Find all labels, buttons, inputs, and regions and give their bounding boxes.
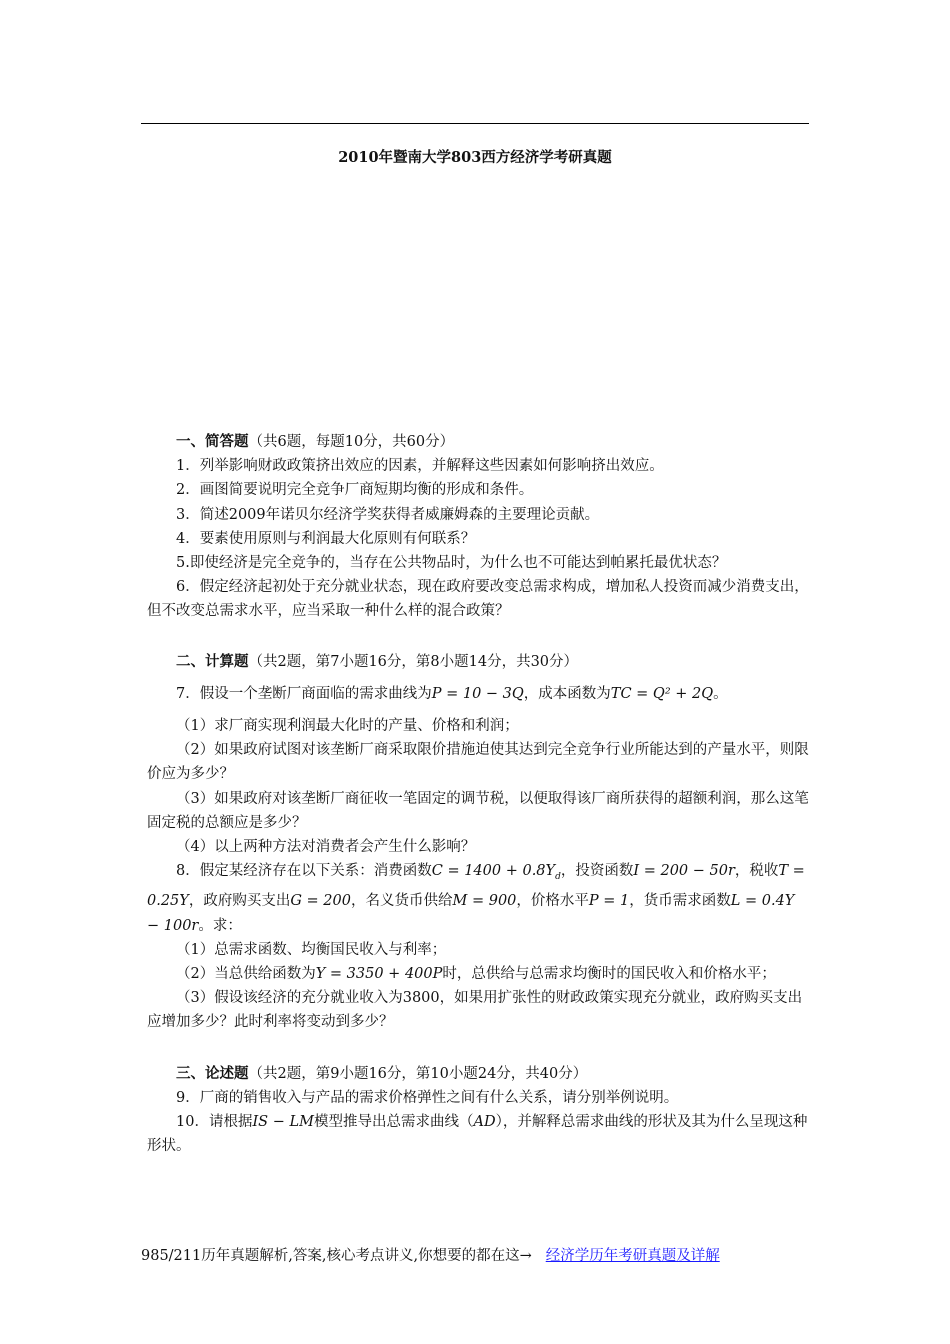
q8-money-eq: M = 900 xyxy=(452,893,517,910)
q8-money-demand-eq: L = 0.4Y − 100r xyxy=(147,893,795,934)
q8-part-2-b: 时，总供给与总需求均衡时的国民收入和价格水平； xyxy=(442,965,776,982)
q10-a: 10．请根据 xyxy=(176,1113,253,1130)
q8-consumption-eq: C = 1400 + 0.8Y xyxy=(431,863,556,880)
q10-islm: IS − LM xyxy=(252,1113,314,1130)
question-4: 4．要素使用原则与利润最大化原则有何联系？ xyxy=(176,530,476,547)
q8-part-3: （3）假设该经济的充分就业收入为3800，如果用扩张性的财政政策实现充分就业，政府购买支出应增加多少？此时利率将变动到多少？ xyxy=(147,990,803,1031)
q8-part-1: （1）总需求函数、均衡国民收入与利率； xyxy=(176,941,447,958)
section-3-heading: 三、论述题 xyxy=(176,1064,249,1082)
q7-cost-eq: TC = Q² + 2Q xyxy=(610,685,714,702)
section-2-note: （共2题，第7小题16分，第8小题14分，共30分） xyxy=(248,653,579,670)
q7-part-1: （1）求厂商实现利润最大化时的产量、价格和利润； xyxy=(176,718,519,735)
question-5: 5.即使经济是完全竞争的，当存在公共物品时，为什么也不可能达到帕累托最优状态？ xyxy=(176,555,727,572)
q7-intro: 7．假设一个垄断厂商面临的需求曲线为 xyxy=(176,685,432,702)
q7-end: 。 xyxy=(713,685,728,702)
q8-gov-eq: G = 200 xyxy=(290,893,351,910)
q10-b: 模型推导出总需求曲线（ xyxy=(313,1113,474,1130)
q8-tax-label: ，税收 xyxy=(734,863,779,880)
section-3-note: （共2题，第9小题16分，第10小题24分，共40分） xyxy=(248,1065,588,1082)
section-2-title xyxy=(147,650,809,674)
q8-part-2 xyxy=(147,962,809,986)
section-1 xyxy=(147,430,809,1158)
q10-ad: AD xyxy=(473,1113,496,1130)
q8-end: 。求： xyxy=(198,917,242,934)
question-7 xyxy=(147,682,809,706)
footer-text: 985/211历年真题解析,答案,核心考点讲义,你想要的都在这→ xyxy=(141,1248,532,1264)
q8-investment-eq: I = 200 − 50r xyxy=(633,863,735,880)
q7-part-3: （3）如果政府对该垄断厂商征收一笔固定的调节税，以便取得该厂商所获得的超额利润，那么这笔固定税的总额应是多少？ xyxy=(147,790,809,831)
section-1-heading: 一、简答题 xyxy=(176,433,249,450)
q8-gov-label: ，政府购买支出 xyxy=(188,893,291,910)
footer-link[interactable]: 经济学历年考研真题及详解 xyxy=(545,1248,720,1264)
question-9: 9．厂商的销售收入与产品的需求价格弹性之间有什么关系，请分别举例说明。 xyxy=(176,1089,679,1106)
section-3-title xyxy=(147,1062,809,1086)
section-1-note: （共6题，每题10分，共60分） xyxy=(248,434,455,450)
question-1: 1．列举影响财政政策挤出效应的因素，并解释这些因素如何影响挤出效应。 xyxy=(176,458,664,475)
q8-money-demand-label: ，货币需求函数 xyxy=(629,893,731,910)
q8-supply-eq: Y = 3350 + 400P xyxy=(315,965,443,982)
q8-price-eq: P = 1 xyxy=(588,893,630,910)
footer xyxy=(141,1244,809,1265)
question-2: 2．画图简要说明完全竞争厂商短期均衡的形成和条件。 xyxy=(176,482,534,499)
question-6: 6．假定经济起初处于充分就业状态，现在政府要改变总需求构成，增加私人投资而减少消费支出，但不改变总需求水平，应当采取一种什么样的混合政策？ xyxy=(147,579,809,620)
q8-part-2-a: （2）当总供给函数为 xyxy=(176,965,316,982)
question-10 xyxy=(147,1110,809,1158)
q7-part-2: （2）如果政府试图对该垄断厂商采取限价措施迫使其达到完全竞争行业所能达到的产量水平，则限价应为多少？ xyxy=(147,742,809,783)
question-3: 3．简述2009年诺贝尔经济学奖获得者威廉姆森的主要理论贡献。 xyxy=(176,506,600,523)
page-title: 2010年暨南大学803西方经济学考研真题 xyxy=(338,149,612,166)
q7-demand-eq: P = 10 − 3Q xyxy=(431,685,524,702)
question-8 xyxy=(147,859,809,938)
q8-price-label: ，价格水平 xyxy=(516,893,589,910)
q8-money-label: ，名义货币供给 xyxy=(351,893,453,910)
section-2-heading: 二、计算题 xyxy=(176,652,249,670)
q10-c: ），并解释总需求曲线的形状及其为什么呈现这种形状。 xyxy=(147,1113,808,1155)
q7-mid: ，成本函数为 xyxy=(523,685,611,702)
q8-investment-label: ，投资函数 xyxy=(560,863,634,880)
header-rule xyxy=(141,123,809,124)
q8-tax-eq: T = 0.25Y xyxy=(147,863,805,910)
q8-intro: 8．假定某经济存在以下关系：消费函数 xyxy=(176,863,432,880)
q8-consumption-sub: d xyxy=(555,872,561,883)
q7-part-4: （4）以上两种方法对消费者会产生什么影响？ xyxy=(176,839,476,856)
